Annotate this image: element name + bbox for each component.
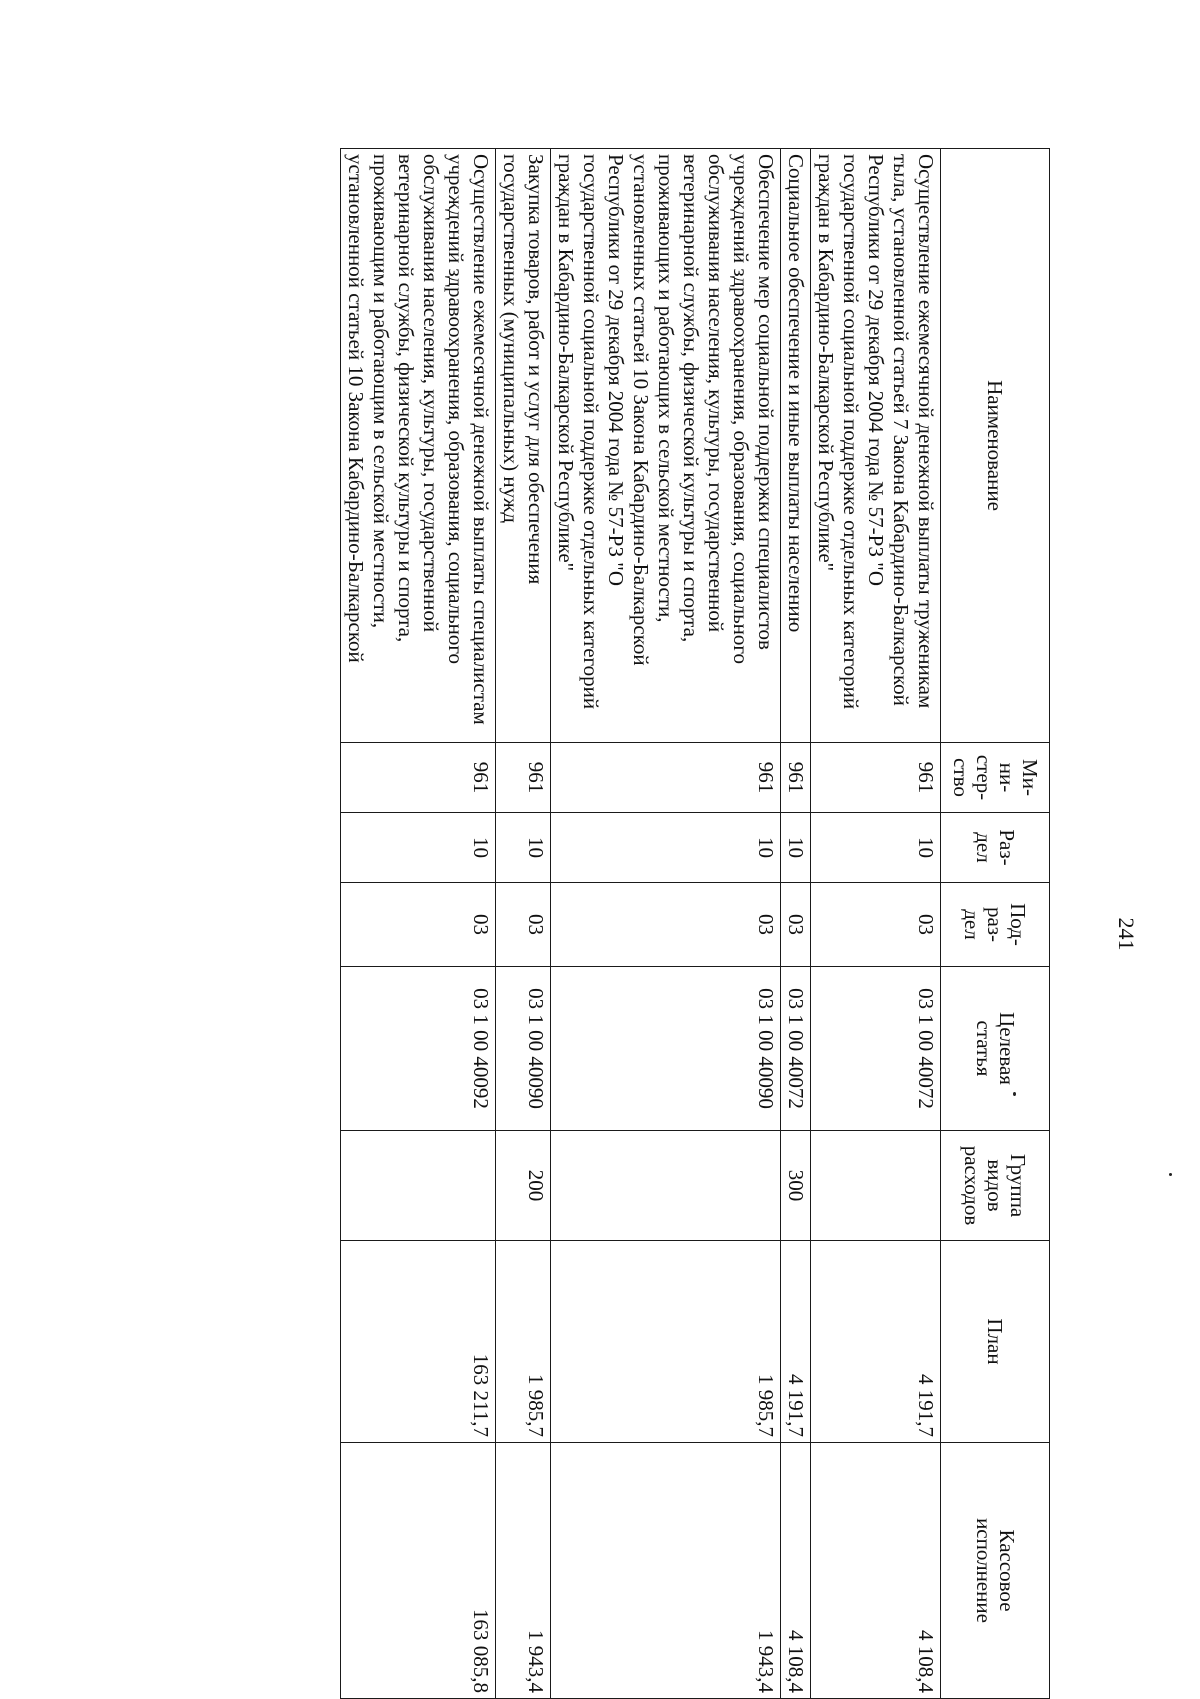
row-plan: 4 191,7 (811, 1241, 941, 1443)
row-target: 03 1 00 40072 (781, 967, 811, 1131)
table-header-row (941, 149, 1050, 1699)
row-subsection: 03 (496, 883, 551, 967)
row-ministry: 961 (496, 743, 551, 813)
row-ministry: 961 (811, 743, 941, 813)
row-group: 200 (496, 1131, 551, 1241)
row-name: Осуществление ежемесячной денежной выплаты специалистам учреждений здравоохранения, образования, социального обслуживания населения, культуры, государственной ветеринарной службы, физической культуры и спорта, проживающим и работающим в сельской местности, установленной статьей 10 Закона Кабардино-Балкарской (341, 149, 496, 743)
row-section: 10 (496, 813, 551, 883)
header-section: Раз- дел (941, 813, 1050, 883)
row-plan: 1 985,7 (496, 1241, 551, 1443)
scan-speck (1169, 1173, 1172, 1176)
row-execution: 4 108,4 (811, 1443, 941, 1699)
row-section: 10 (811, 813, 941, 883)
row-target: 03 1 00 40092 (341, 967, 496, 1131)
row-name: Закупка товаров, работ и услуг для обеспечения государственных (муниципальных) нужд (496, 149, 551, 743)
row-plan: 163 211,7 (341, 1241, 496, 1443)
row-subsection: 03 (811, 883, 941, 967)
header-group: Группа видов расходов (941, 1131, 1050, 1241)
row-subsection: 03 (551, 883, 781, 967)
row-target: 03 1 00 40090 (496, 967, 551, 1131)
row-target: 03 1 00 40072 (811, 967, 941, 1131)
row-ministry: 961 (781, 743, 811, 813)
row-subsection: 03 (781, 883, 811, 967)
row-group: 300 (781, 1131, 811, 1241)
row-ministry: 961 (341, 743, 496, 813)
row-execution: 4 108,4 (781, 1443, 811, 1699)
table-row (781, 149, 811, 1699)
row-plan: 1 985,7 (551, 1241, 781, 1443)
row-section: 10 (781, 813, 811, 883)
row-section: 10 (341, 813, 496, 883)
page-number: 241 (1114, 917, 1139, 951)
row-target: 03 1 00 40090 (551, 967, 781, 1131)
row-execution: 1 943,4 (496, 1443, 551, 1699)
table-row (341, 149, 496, 1699)
row-section: 10 (551, 813, 781, 883)
header-subsection: Под- раз- дел (941, 883, 1050, 967)
row-plan: 4 191,7 (781, 1241, 811, 1443)
header-execution: Кассовое исполнение (941, 1443, 1050, 1699)
header-ministry: Ми- ни- стер- ство (941, 743, 1050, 813)
row-name: Обеспечение мер социальной поддержки специалистов учреждений здравоохранения, образования, социального обслуживания населения, культуры, государственной ветеринарной службы, физической культуры и спорта, проживающих и работающих в сельской местности, установленных статьей 10 Закона Кабардино-Балкарской Республики от 29 декабря 2004 года № 57-РЗ "О государственной социальной поддержке отдельных категорий граждан в Кабардино-Балкарской Республике" (551, 149, 781, 743)
row-group (811, 1131, 941, 1241)
row-execution: 163 085,8 (341, 1443, 496, 1699)
row-subsection: 03 (341, 883, 496, 967)
table-row (811, 149, 941, 1699)
table-row (551, 149, 781, 1699)
budget-table-rotated (112, 148, 1050, 1698)
row-execution: 1 943,4 (551, 1443, 781, 1699)
row-name: Осуществление ежемесячной денежной выплаты труженикам тыла, установленной статьей 7 Закона Кабардино-Балкарской Республики от 29 декабря 2004 года № 57-РЗ "О государственной социальной поддержке отдельных категорий граждан в Кабардино-Балкарской Республике" (811, 149, 941, 743)
row-ministry: 961 (551, 743, 781, 813)
budget-table (340, 148, 1050, 1699)
table-row (496, 149, 551, 1699)
row-group (341, 1131, 496, 1241)
row-group (551, 1131, 781, 1241)
header-target: Целевая статья (941, 967, 1050, 1131)
header-plan: План (941, 1241, 1050, 1443)
header-name: Наименование (941, 149, 1050, 743)
row-name: Социальное обеспечение и иные выплаты населению (781, 149, 811, 743)
